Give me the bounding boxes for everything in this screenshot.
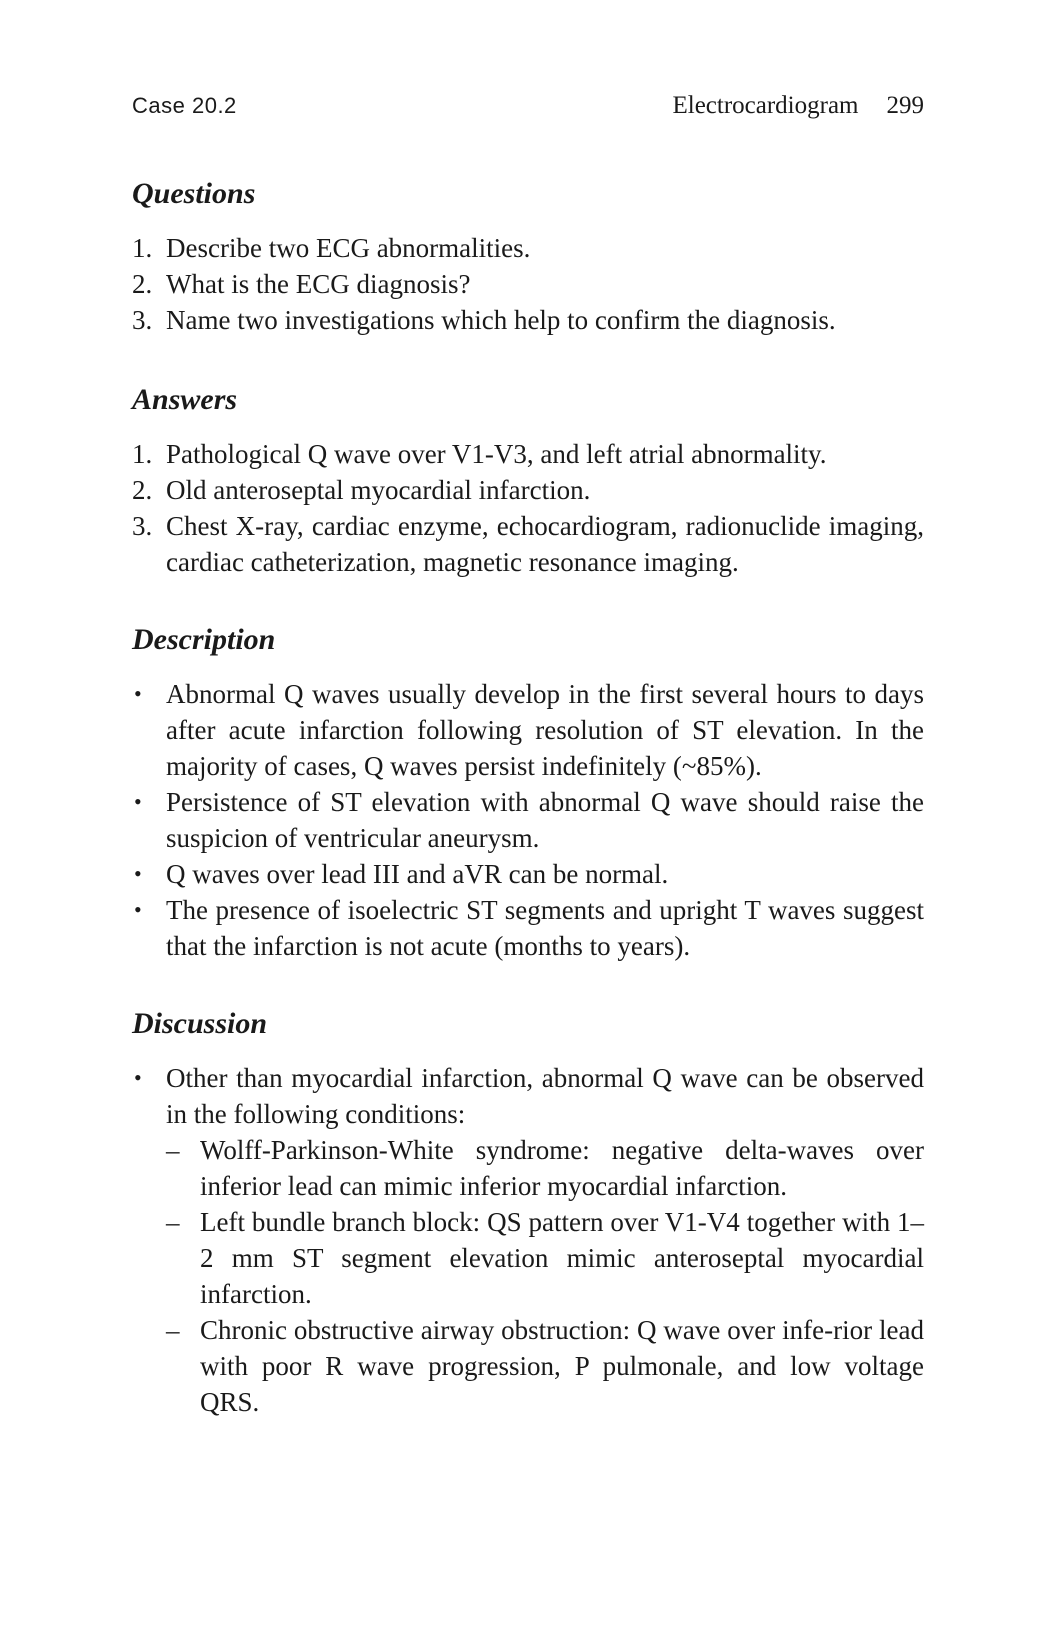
case-label: Case 20.2 — [132, 93, 237, 118]
item-text: Wolff-Parkinson-White syndrome: negative delta-waves over inferior lead can mimic inferior myocardial infarction. — [200, 1135, 924, 1201]
list-item — [132, 472, 924, 508]
dash-mark: – — [166, 1315, 180, 1345]
discussion-heading: Discussion — [132, 1007, 268, 1040]
questions-section — [132, 174, 924, 338]
list-item — [132, 892, 924, 964]
item-text: The presence of isoelectric ST segments and upright T waves suggest that the infarction is not acute (months to years). — [166, 895, 924, 961]
item-text: Name two investigations which help to confirm the diagnosis. — [166, 305, 836, 335]
running-header — [132, 92, 924, 132]
list-item — [132, 508, 924, 580]
item-number: 1. — [132, 439, 153, 469]
list-item — [132, 230, 924, 266]
bullet-mark: • — [134, 1065, 142, 1090]
item-text: Left bundle branch block: QS pattern over V1-V4 together with 1–2 mm ST segment elevation mimic anteroseptal myocardial infarction. — [200, 1207, 924, 1309]
dash-mark: – — [166, 1207, 180, 1237]
list-item — [132, 1060, 924, 1420]
item-text: Abnormal Q waves usually develop in the first several hours to days after acute infarction following resolution of ST elevation. In the majority of cases, Q waves persist indefinitely (~85%). — [166, 679, 924, 781]
discussion-intro: Other than myocardial infarction, abnormal Q wave can be observed in the following conditions: — [166, 1063, 924, 1129]
item-number: 2. — [132, 475, 153, 505]
item-number: 1. — [132, 233, 153, 263]
item-text: Chest X-ray, cardiac enzyme, echocardiogram, radionuclide imaging, cardiac catheterization, magnetic resonance imaging. — [166, 511, 924, 577]
book-page — [132, 92, 924, 1420]
list-item — [132, 302, 924, 338]
item-text: Describe two ECG abnormalities. — [166, 233, 531, 263]
bullet-mark: • — [134, 789, 142, 814]
item-number: 3. — [132, 511, 153, 541]
sub-list-item — [166, 1132, 924, 1204]
dash-mark: – — [166, 1135, 180, 1165]
header-right — [672, 92, 924, 120]
list-item — [132, 856, 924, 892]
list-item — [132, 436, 924, 472]
discussion-section — [132, 1004, 924, 1420]
sub-list-item — [166, 1312, 924, 1420]
conditions-list — [166, 1132, 924, 1420]
item-text: Pathological Q wave over V1-V3, and left atrial abnormality. — [166, 439, 827, 469]
discussion-list — [132, 1060, 924, 1420]
questions-list — [132, 230, 924, 338]
description-heading: Description — [132, 623, 276, 656]
chapter-title: Electrocardiogram — [672, 92, 859, 119]
answers-section — [132, 380, 924, 580]
answers-list — [132, 436, 924, 580]
description-section — [132, 620, 924, 964]
item-number: 3. — [132, 305, 153, 335]
item-text: What is the ECG diagnosis? — [166, 269, 471, 299]
answers-heading: Answers — [132, 383, 238, 416]
list-item — [132, 266, 924, 302]
bullet-mark: • — [134, 861, 142, 886]
questions-heading: Questions — [132, 177, 256, 210]
sub-list-item — [166, 1204, 924, 1312]
item-text: Old anteroseptal myocardial infarction. — [166, 475, 591, 505]
item-text: Persistence of ST elevation with abnormal Q wave should raise the suspicion of ventricular aneurysm. — [166, 787, 924, 853]
description-list — [132, 676, 924, 964]
list-item — [132, 784, 924, 856]
page-number: 299 — [886, 92, 924, 119]
item-text: Q waves over lead III and aVR can be normal. — [166, 859, 669, 889]
item-text: Chronic obstructive airway obstruction: Q wave over infe-rior lead with poor R wave progression, P pulmonale, and low voltage QRS. — [200, 1315, 924, 1417]
item-number: 2. — [132, 269, 153, 299]
bullet-mark: • — [134, 897, 142, 922]
list-item — [132, 676, 924, 784]
bullet-mark: • — [134, 681, 142, 706]
